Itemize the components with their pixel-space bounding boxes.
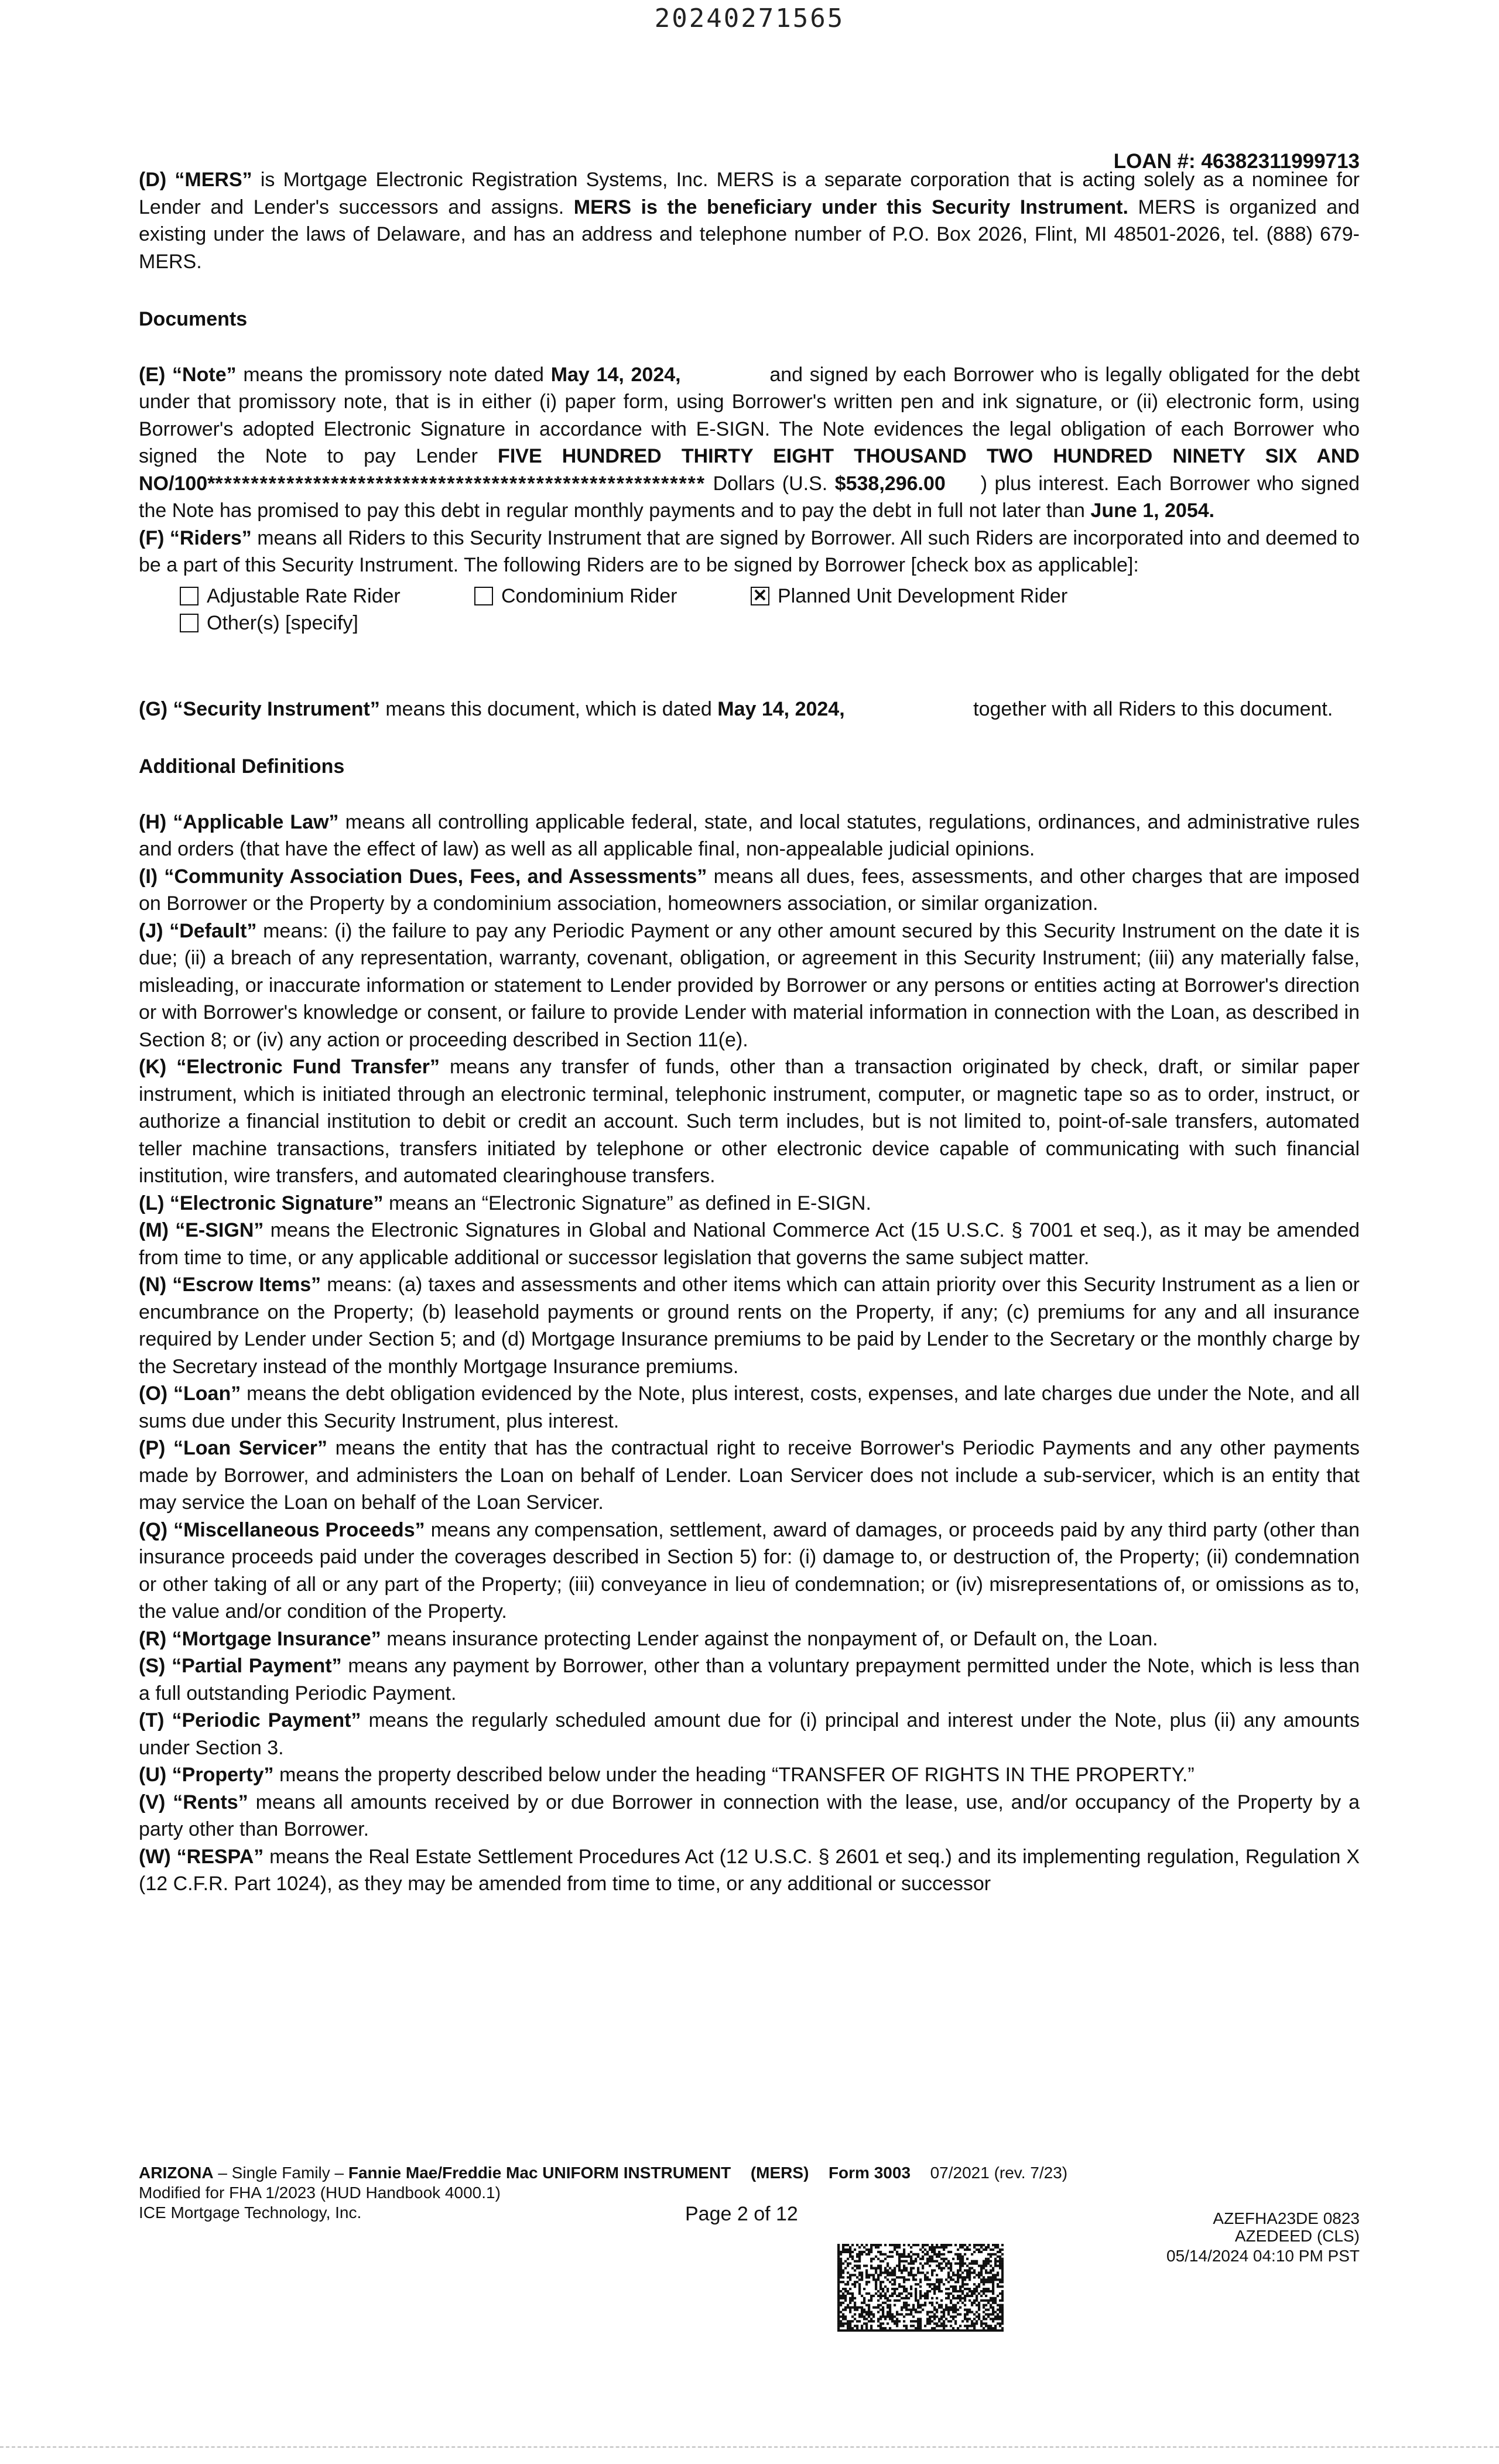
definition-mers: (D) “MERS” is Mortgage Electronic Registration Systems, Inc. MERS is a separate corporation that is acting solely as a nominee for Lender and Lender's successors and assigns. MERS is the beneficiary under this Security Instrument. MERS is organized and existing under the laws of Delaware, and has an address and telephone number of P.O. Box 2026, Flint, MI 48501-2026, tel. (888) 679-MERS. [139,169,1360,273]
definitions-list [139,809,1360,1898]
footer: ARIZONA – Single Family – Fannie Mae/Freddie Mac UNIFORM INSTRUMENT (MERS) Form 3003 07/2021 (rev. 7/23) Modified for FHA 1/2023 (HUD Handbook 4000.1) ICE Mortgage Technology, Inc. Page 2 of 12 AZEFHA23DE 0823 AZEDEED (CLS) 05/14/2024 04:10 PM PST [139,2164,1360,2265]
definition-item: (W) “RESPA” means the Real Estate Settlement Procedures Act (12 U.S.C. § 2601 et seq.) and its implementing regulation, Regulation X (12 C.F.R. Part 1024), as they may be amended from time to time, or any additional or successor [139,1845,1360,1895]
definition-item: (O) “Loan” means the debt obligation evidenced by the Note, plus interest, costs, expenses, and late charges due under the Note, and all sums due under this Security Instrument, plus interest. [139,1382,1360,1432]
definition-item: (H) “Applicable Law” means all controlling applicable federal, state, and local statutes, regulations, ordinances, and administrative rules and orders (that have the effect of law) as well as all applicable final, non-appealable judicial opinions. [139,810,1360,860]
2d-barcode [837,2244,1004,2332]
definition-item: (L) “Electronic Signature” means an “Electronic Signature” as defined in E-SIGN. [139,1192,871,1214]
definition-item: (Q) “Miscellaneous Proceeds” means any compensation, settlement, award of damages, or proceeds paid by any third party (other than insurance proceeds paid under the coverages described in Section 5) for: (i) damage to, or destruction of, the Property; (ii) condemnation or other taking of all or any part of the Property; (iii) conveyance in lieu of condemnation; or (iv) misrepresentations of, or omissions as to, the value and/or condition of the Property. [139,1518,1360,1623]
definition-item: (S) “Partial Payment” means any payment by Borrower, other than a voluntary prepayment permitted under the Note, which is less than a full outstanding Periodic Payment. [139,1655,1360,1705]
rider-checkbox[interactable]: ✕ [751,587,769,605]
footer-company: ICE Mortgage Technology, Inc. [139,2203,362,2222]
definition-item: (I) “Community Association Dues, Fees, and Assessments” means all dues, fees, assessments, and other charges that are imposed on Borrower or the Property by a condominium association, homeowners association, or similar organization. [139,865,1360,915]
footer-modified: Modified for FHA 1/2023 (HUD Handbook 4000.1) [139,2184,501,2202]
definition-note: (E) “Note” means the promissory note dated May 14, 2024, and signed by each Borrower who is legally obligated for the debt under that promissory note, that is in either (i) paper form, using Borrower's written pen and ink signature, or (ii) electronic form, using Borrower's adopted Electronic Signature in accordance with E-SIGN. The Note evidences the legal obligation of each Borrower who signed the Note to pay Lender FIVE HUNDRED THIRTY EIGHT THOUSAND TWO HUNDRED NINETY SIX AND NO/100******************************************************** Dollars (U.S. $538,296.00 ) plus interest. Each Borrower who signed the Note has promised to pay this debt in regular monthly payments and to pay the debt in full not later than June 1, 2054. [139,363,1360,522]
loan-number: LOAN #: 46382311999713 [1113,150,1360,173]
rider-planned-unit-development[interactable]: ✕ Planned Unit Development Rider [751,583,1067,610]
page-number: Page 2 of 12 [685,2203,798,2225]
print-timestamp: 05/14/2024 04:10 PM PST [1166,2247,1360,2265]
definition-item: (R) “Mortgage Insurance” means insurance protecting Lender against the nonpayment of, or Default on, the Loan. [139,1627,1158,1650]
rider-adjustable-rate[interactable]: Adjustable Rate Rider [180,583,401,610]
definition-item: (P) “Loan Servicer” means the entity that has the contractual right to receive Borrower's Periodic Payments and any other payments made by Borrower, and administers the Loan on behalf of Lender. Loan Servicer does not include a sub-servicer, which is an entity that may service the Loan on behalf of the Loan Servicer. [139,1437,1360,1514]
definition-item: (V) “Rents” means all amounts received by or due Borrower in connection with the lease, use, and/or occupancy of the Property by a party other than Borrower. [139,1791,1360,1840]
definition-item: (N) “Escrow Items” means: (a) taxes and assessments and other items which can attain priority over this Security Instrument as a lien or encumbrance on the Property; (b) leasehold payments or ground rents on the Property, if any; (c) premiums for any and all insurance required by Lender under Section 5; and (d) Mortgage Insurance premiums to be paid by Lender to the Secretary or the monthly charge by the Secretary instead of the monthly Mortgage Insurance premiums. [139,1274,1360,1378]
rider-other[interactable]: Other(s) [specify] [180,610,358,637]
definition-riders: (F) “Riders” means all Riders to this Security Instrument that are signed by Borrower. All such Riders are incorporated into and deemed to be a part of this Security Instrument. The following Riders are to be signed by Borrower [check box as applicable]: [139,526,1360,576]
documents-heading: Documents [139,308,248,330]
definition-item: (T) “Periodic Payment” means the regularly scheduled amount due for (i) principal and interest under the Note, plus (ii) any amounts under Section 3. [139,1709,1360,1759]
form-code: AZEFHA23DE 0823 [1213,2209,1360,2227]
additional-definitions-heading: Additional Definitions [139,755,345,778]
definition-item: (J) “Default” means: (i) the failure to pay any Periodic Payment or any other amount secured by this Security Instrument on the date it is due; (ii) a breach of any representation, warranty, covenant, obligation, or agreement in this Security Instrument; (iii) any materially false, misleading, or inaccurate information or statement to Lender provided by Borrower or any persons or entities acting at Borrower's direction or with Borrower's knowledge or consent, or failure to provide Lender with material information in connection with the Loan, as described in Section 8; or (iv) any action or proceeding described in Section 11(e). [139,919,1360,1051]
rider-checkbox[interactable] [180,587,199,605]
definition-security-instrument: (G) “Security Instrument” means this document, which is dated May 14, 2024, together with all Riders to this document. [139,697,1333,720]
document-body [139,166,1360,1898]
definition-item: (K) “Electronic Fund Transfer” means any transfer of funds, other than a transaction originated by check, draft, or similar paper instrument, which is initiated through an electronic terminal, telephonic instrument, computer, or magnetic tape so as to order, instruct, or authorize a financial institution to debit or credit an account. Such term includes, but is not limited to, point-of-sale transfers, automated teller machine transactions, transfers initiated by telephone or other electronic device capable of communicating with such financial institution, wire transfers, and automated clearinghouse transfers. [139,1056,1360,1187]
footer-state: ARIZONA [139,2164,214,2182]
deed-code: AZEDEED (CLS) [1234,2227,1360,2245]
rider-checkbox[interactable] [474,587,493,605]
rider-condominium[interactable]: Condominium Rider [474,583,677,610]
rider-checkbox[interactable] [180,614,199,632]
definition-item: (U) “Property” means the property described below under the heading “TRANSFER OF RIGHTS IN THE PROPERTY.” [139,1764,1195,1786]
scan-edge [0,2446,1499,2448]
definition-item: (M) “E-SIGN” means the Electronic Signatures in Global and National Commerce Act (15 U.S.C. § 7001 et seq.), as it may be amended from time to time, or any applicable additional or successor legislation that governs the same subject matter. [139,1219,1360,1269]
recording-number: 20240271565 [654,4,845,33]
rider-checkbox-list [139,579,1360,635]
